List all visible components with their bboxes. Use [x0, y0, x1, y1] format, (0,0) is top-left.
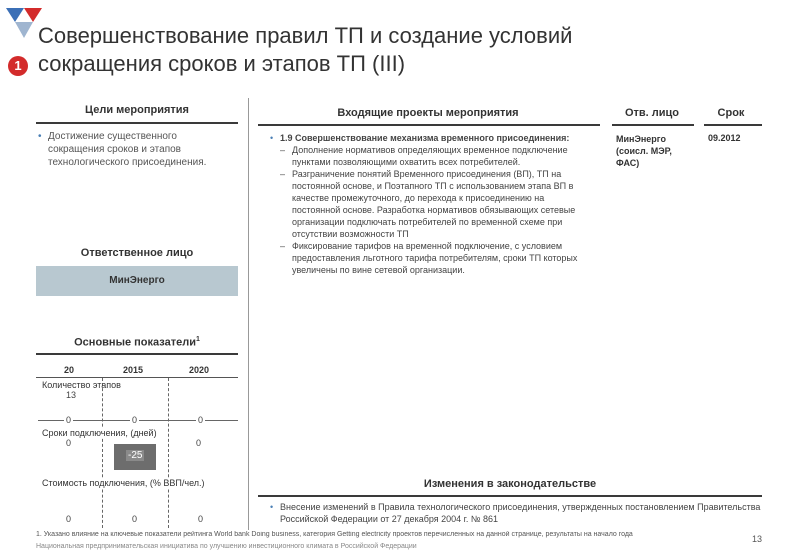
law-text: • Внесение изменений в Правила технологического присоединения, утвержденных постановлением Правительства Российской Федерации от 27 декабря 2004 г. № 861 [270, 502, 761, 524]
year-col-2: 2015 [123, 365, 144, 375]
project-title: • 1.9 Совершенствование механизма временного присоединения: [270, 133, 570, 143]
page-number: 13 [752, 534, 763, 544]
column-divider [248, 98, 249, 530]
owner-rule [612, 124, 694, 126]
owner-header: Отв. лицо [624, 107, 680, 119]
year-divider-2 [168, 378, 169, 528]
footer-text: Национальная предпринимательская инициатива по улучшению инвестиционного климата в Российской Федерации [36, 543, 417, 550]
goals-text: • Достижение существенного сокращения сроков и этапов технологического присоединения. [38, 131, 207, 168]
responsible-header: Ответственное лицо [80, 247, 194, 259]
year-col-1: 20 [64, 365, 75, 375]
footnote: 1. Указано влияние на ключевые показатели рейтинга World bank Doing business, категория Getting electricity проектов перечисленных на данной странице, результаты на начало года [36, 531, 633, 538]
kpi-cost-v1: 0 [66, 514, 72, 524]
kpi-time-highlight [114, 444, 156, 470]
owner-value: МинЭнерго (соисл. МЭР, ФАС) [616, 134, 672, 168]
projects-header: Входящие проекты мероприятия [337, 107, 519, 119]
indicators-header: Основные показатели$^1$ [74, 336, 200, 349]
deadline-header: Срок [717, 107, 745, 119]
year-divider-1 [102, 378, 103, 528]
year-rule [36, 377, 238, 378]
goals-header: Цели мероприятия [85, 104, 189, 116]
kpi-cost-v2: 0 [132, 514, 138, 524]
year-col-3: 2020 [189, 365, 210, 375]
responsible-box: МинЭнерго [36, 266, 238, 296]
kpi-stages-v2: 0 [132, 415, 138, 425]
goals-rule [36, 122, 238, 124]
project-item: – Фиксирование тарифов на временной подключение, с условием предоставления льготного тарифа потребителям, сроки ТП которых увеличены по вине сетевой организации. [280, 241, 578, 275]
kpi-stages-v1: 0 [66, 415, 72, 425]
projects-rule [258, 124, 600, 126]
indicators-rule [36, 353, 238, 355]
project-item: – Разграничение понятий Временного присоединения (ВП), ТП на постоянной основе, и Поэтапного ТП с использованием этапа ВП в качестве промежуточного, до перехода к присоединению на постоянной основе. Разработка нормативов обязывающих сетевые организации подключать потребителей по временной схеме при отсутствии возможности ТП [280, 169, 576, 239]
page-title: Совершенствование правил ТП и создание условий сокращения сроков и этапов ТП (III) [38, 23, 573, 76]
projects-list [270, 132, 585, 276]
kpi-time-label: Сроки подключения, (дней) [42, 428, 157, 438]
kpi-time-highlight-value: -25 [128, 450, 143, 461]
deadline-value: 09.2012 [708, 133, 741, 143]
kpi-cost-label: Стоимость подключения, (% ВВП/чел.) [42, 478, 205, 488]
law-header: Изменения в законодательстве [423, 478, 597, 490]
kpi-stages-first: 13 [66, 390, 77, 400]
kpi-time-v3: 0 [196, 438, 202, 448]
project-item: – Дополнение нормативов определяющих временное подключение пунктами позволяющими охватить всех потребителей. [280, 145, 568, 167]
deadline-rule [704, 124, 762, 126]
kpi-stages-v3: 0 [198, 415, 204, 425]
law-rule [258, 495, 762, 497]
kpi-cost-v3: 0 [198, 514, 204, 524]
kpi-stages-label: Количество этапов [42, 380, 121, 390]
kpi-time-first: 0 [66, 438, 72, 448]
section-badge: 1 [8, 56, 28, 76]
